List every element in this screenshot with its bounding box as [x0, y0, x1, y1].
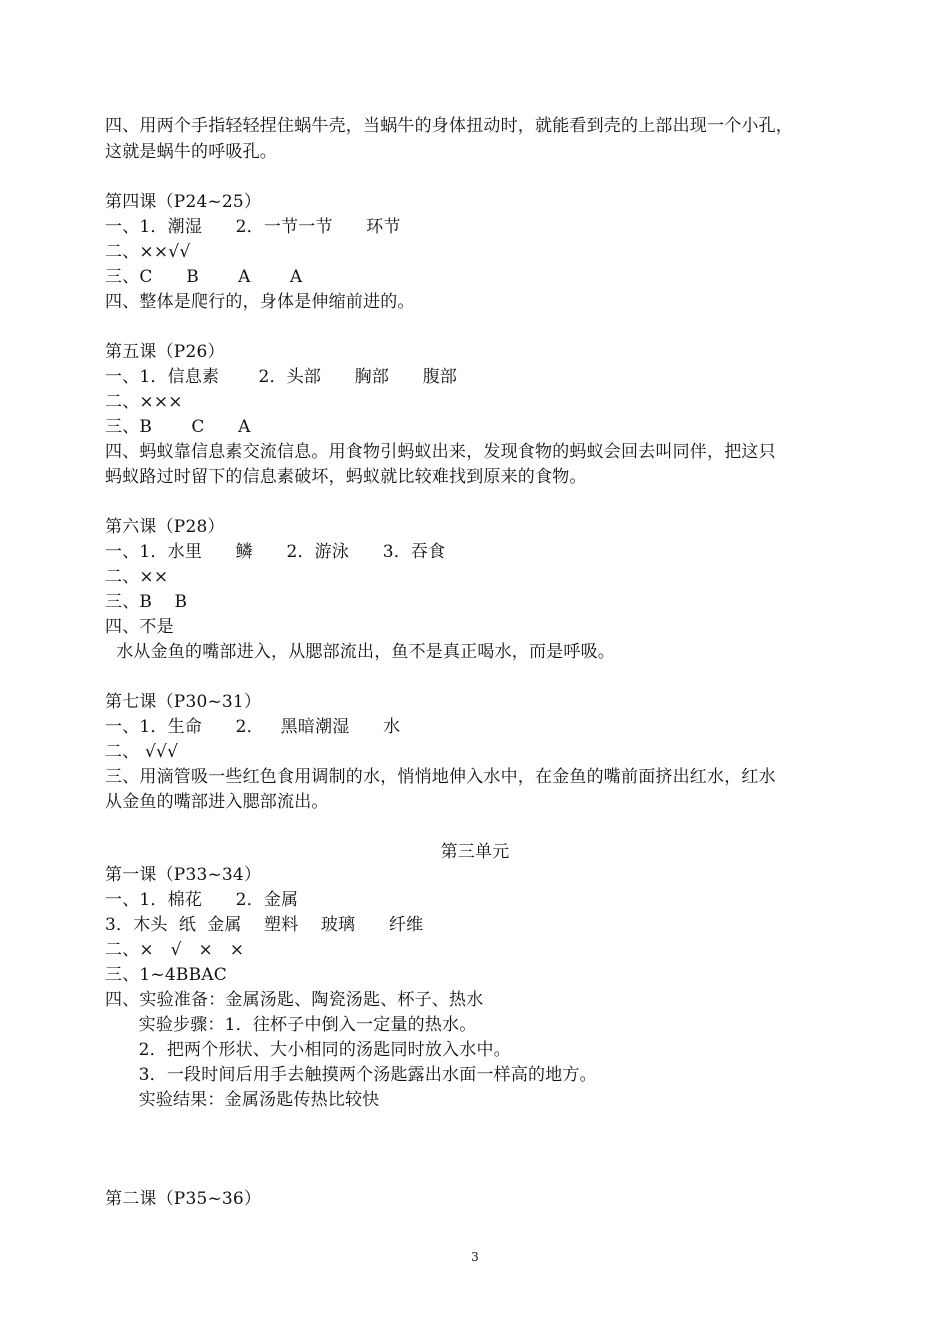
text-line: 三、C B A A: [105, 267, 303, 287]
text-line: 四、蚂蚁靠信息素交流信息。用食物引蚂蚁出来，发现食物的蚂蚁会回去叫同伴，把这只: [105, 442, 776, 462]
section-heading: 第七课（P30~31）: [105, 692, 262, 712]
text-line: 2．把两个形状、大小相同的汤匙同时放入水中。: [105, 1040, 511, 1060]
section-heading: 第六课（P28）: [105, 517, 225, 537]
text-line: 实验结果：金属汤匙传热比较快: [105, 1090, 380, 1110]
text-line: 3．木头 纸 金属 塑料 玻璃 纤维: [105, 915, 424, 935]
text-line: 三、用滴管吸一些红色食用调制的水，悄悄地伸入水中，在金鱼的嘴前面挤出红水，红水: [105, 767, 776, 787]
text-line: 二、×××: [105, 392, 183, 412]
text-line: 二、 √√√: [105, 742, 179, 762]
section-heading: 第一课（P33~34）: [105, 865, 262, 885]
text-line: 蚂蚁路过时留下的信息素破坏，蚂蚁就比较难找到原来的食物。: [105, 467, 587, 487]
text-line: 一、1．水里 鳞 2．游泳 3．吞食: [105, 542, 446, 562]
section-heading: 第五课（P26）: [105, 342, 225, 362]
text-line: 一、1．信息素 2．头部 胸部 腹部: [105, 367, 458, 387]
text-line: 水从金鱼的嘴部进入，从腮部流出，鱼不是真正喝水，而是呼吸。: [105, 642, 616, 662]
text-line: 3．一段时间后用手去触摸两个汤匙露出水面一样高的地方。: [105, 1065, 597, 1085]
section-heading: 第四课（P24~25）: [105, 192, 262, 212]
unit-title: 第三单元: [440, 842, 510, 862]
text-line: 三、B C A: [105, 417, 251, 437]
text-line: 二、× √ × ×: [105, 940, 245, 960]
text-line: 四、整体是爬行的，身体是伸缩前进的。: [105, 292, 415, 312]
text-line: 四、实验准备：金属汤匙、陶瓷汤匙、杯子、热水: [105, 990, 484, 1010]
page-number: 3: [471, 1250, 479, 1264]
section-heading: 第二课（P35~36）: [105, 1189, 262, 1209]
text-line: 一、1．潮湿 2．一节一节 环节: [105, 217, 401, 237]
text-line: 二、××: [105, 567, 169, 587]
text-line: 三、B B: [105, 592, 188, 612]
text-line: 这就是蜗牛的呼吸孔。: [105, 142, 277, 162]
text-line: 三、1~4BBAC: [105, 965, 227, 985]
text-line: 二、××√√: [105, 242, 191, 262]
text-line: 四、用两个手指轻轻捏住蜗牛壳，当蜗牛的身体扭动时，就能看到壳的上部出现一个小孔，: [105, 116, 793, 136]
text-line: 实验步骤：1．往杯子中倒入一定量的热水。: [105, 1015, 477, 1035]
text-line: 一、1．棉花 2．金属: [105, 890, 299, 910]
text-line: 一、1．生命 2． 黑暗潮湿 水: [105, 717, 401, 737]
text-line: 四、不是: [105, 617, 174, 637]
text-line: 从金鱼的嘴部进入腮部流出。: [105, 792, 329, 812]
